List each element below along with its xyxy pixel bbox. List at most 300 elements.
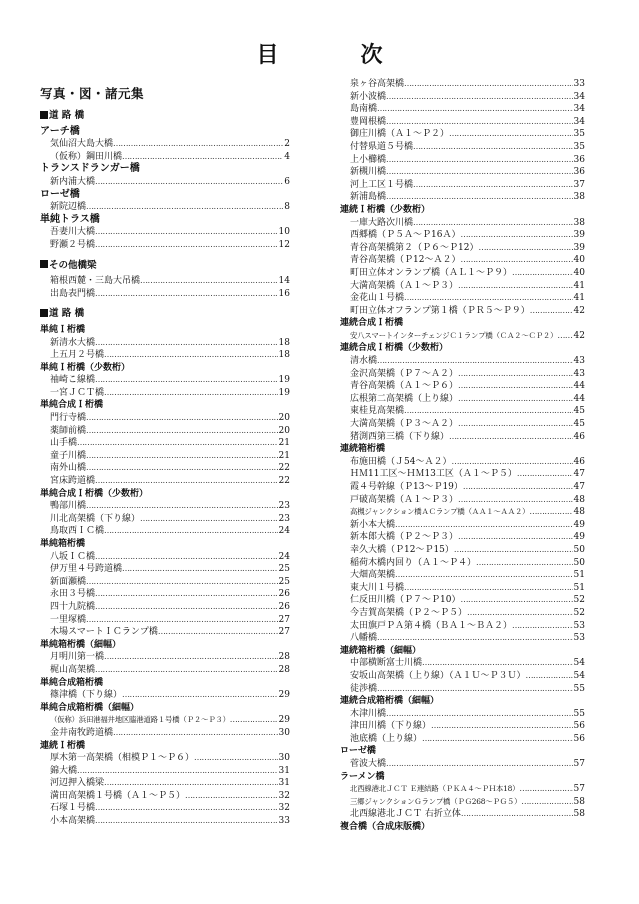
toc-page-number: 54 <box>573 658 585 669</box>
toc-entry[interactable] <box>340 607 585 620</box>
toc-page-number: 38 <box>573 192 585 203</box>
dot-leader <box>113 138 283 151</box>
toc-entry[interactable] <box>340 128 585 141</box>
toc-entry-title: 新院辺橋 <box>50 202 87 213</box>
toc-entry-title: 満田高架橋１号橋（Ａ１～Ｐ５） <box>50 790 186 801</box>
toc-category-heading: 連続Ｉ桁橋（少数桁） <box>340 204 431 215</box>
toc-entry[interactable] <box>40 815 290 828</box>
toc-entry[interactable] <box>40 387 290 400</box>
dot-leader <box>460 594 572 607</box>
toc-entry[interactable] <box>340 557 585 570</box>
toc-entry[interactable] <box>340 544 585 557</box>
toc-entry[interactable] <box>40 239 290 252</box>
toc-entry[interactable] <box>40 288 290 301</box>
toc-entry[interactable] <box>40 475 290 488</box>
toc-page-number: 44 <box>573 381 585 392</box>
toc-entry-title: 付替県道５号橋 <box>350 141 414 152</box>
toc-entry-title: 一里塚橋 <box>50 614 87 625</box>
dot-leader <box>431 720 573 733</box>
toc-entry[interactable] <box>340 280 585 293</box>
toc-category-heading: 連続箱桁橋 <box>340 444 386 455</box>
toc-page-number: 43 <box>573 368 585 379</box>
toc-entry[interactable] <box>40 752 290 765</box>
dot-leader <box>122 689 278 702</box>
toc-page-number: 37 <box>573 179 585 190</box>
dot-leader <box>557 330 572 343</box>
toc-entry-title: 仁反田川橋（Ｐ７～Ｐ10） <box>350 595 461 606</box>
toc-entry[interactable] <box>340 330 585 343</box>
toc-entry[interactable] <box>340 91 585 104</box>
toc-page-number: 22 <box>278 476 290 487</box>
toc-entry-title: 大満高架橋（Ｐ３～Ａ２） <box>350 419 459 430</box>
dot-leader <box>86 614 278 627</box>
toc-category-heading: 単純箱桁橋（細幅） <box>40 639 122 650</box>
toc-page-number: 56 <box>573 721 585 732</box>
toc-entry-title: 錦大橋 <box>50 765 78 776</box>
dot-leader <box>377 355 573 368</box>
dot-leader <box>122 151 283 164</box>
toc-category-heading: 連続合成Ｉ桁橋 <box>340 318 404 329</box>
dot-leader <box>95 337 278 350</box>
toc-page-number: 44 <box>573 393 585 404</box>
dot-leader <box>386 154 573 167</box>
toc-page-number: 28 <box>278 652 290 663</box>
toc-page-number: 38 <box>573 217 585 228</box>
toc-entry[interactable] <box>340 166 585 179</box>
toc-entry[interactable] <box>40 349 290 362</box>
toc-page-number: 21 <box>278 450 290 461</box>
dot-leader <box>458 393 573 406</box>
toc-page-number: 46 <box>573 456 585 467</box>
toc-entry[interactable] <box>40 525 290 538</box>
toc-entry[interactable] <box>340 405 585 418</box>
toc-entry[interactable] <box>340 796 585 809</box>
toc-entry[interactable] <box>340 481 585 494</box>
dot-leader <box>404 78 573 91</box>
toc-page-number: 27 <box>278 627 290 638</box>
toc-entry-title: 安坂山高架橋（上り線）（Ａ１Ｕ～Ｐ３Ｕ） <box>350 670 526 681</box>
dot-leader <box>460 254 572 267</box>
dot-leader <box>95 288 278 301</box>
toc-entry-title: 河上工区１号橋 <box>350 179 414 190</box>
toc-entry[interactable] <box>40 802 290 815</box>
toc-page-number: 23 <box>278 513 290 524</box>
toc-entry[interactable] <box>340 531 585 544</box>
dot-leader <box>395 519 573 532</box>
toc-page-number: 47 <box>573 469 585 480</box>
toc-entry[interactable] <box>340 179 585 192</box>
toc-entry[interactable] <box>340 103 585 116</box>
dot-leader <box>194 752 278 765</box>
toc-entry[interactable] <box>40 462 290 475</box>
dot-leader <box>422 657 573 670</box>
toc-entry[interactable] <box>40 588 290 601</box>
dot-leader <box>463 481 573 494</box>
square-bullet-icon <box>40 111 48 119</box>
dot-leader <box>377 103 573 116</box>
section-heading: 写真・図・諸元集 <box>40 86 145 101</box>
toc-entry-title: 今吉賀高架橋（Ｐ２～Ｐ５） <box>350 607 468 618</box>
toc-entry[interactable] <box>340 141 585 154</box>
toc-entry[interactable] <box>340 418 585 431</box>
toc-entry-title: 青谷高架橋（Ｐ12～Ａ２） <box>350 255 461 266</box>
toc-right-column <box>340 78 585 834</box>
dot-leader <box>517 468 573 481</box>
toc-entry[interactable] <box>40 437 290 450</box>
dot-leader <box>86 425 278 438</box>
dot-leader <box>404 405 573 418</box>
toc-page-number: 56 <box>573 733 585 744</box>
toc-entry[interactable] <box>340 657 585 670</box>
dot-leader <box>386 166 573 179</box>
toc-page-number: 53 <box>573 620 585 631</box>
toc-entry-title: 鳥取西ＩＣ橋 <box>50 526 105 537</box>
page-title: 目 次 <box>256 42 413 68</box>
toc-page-number: 27 <box>278 614 290 625</box>
toc-entry[interactable] <box>340 494 585 507</box>
dot-leader <box>458 380 573 393</box>
toc-page-number: 57 <box>573 784 585 795</box>
toc-category-heading: 単純Ｉ桁橋（少数桁） <box>40 362 131 373</box>
toc-page-number: 45 <box>573 419 585 430</box>
toc-page-number: 48 <box>573 507 585 518</box>
dot-leader <box>451 456 572 469</box>
dot-leader <box>104 387 278 400</box>
dot-leader <box>458 418 573 431</box>
toc-page-number: 29 <box>278 715 290 726</box>
toc-entry-title: 広根第二高架橋（上り線） <box>350 393 459 404</box>
toc-page-number: 24 <box>278 526 290 537</box>
toc-page-number: 50 <box>573 557 585 568</box>
toc-page-number: 47 <box>573 482 585 492</box>
toc-entry[interactable] <box>40 425 290 438</box>
toc-entry-title: 豊岡根橋 <box>350 116 387 127</box>
toc-page-number: 25 <box>278 576 290 587</box>
toc-entry[interactable] <box>340 229 585 242</box>
toc-page-number: 26 <box>278 601 290 612</box>
toc-entry[interactable] <box>40 790 290 803</box>
toc-category-heading: 単純合成箱桁橋（細幅） <box>40 702 140 713</box>
toc-page-number: 41 <box>573 293 585 304</box>
toc-entry[interactable] <box>40 374 290 387</box>
dot-leader <box>458 531 573 544</box>
toc-page-number: 30 <box>278 727 290 738</box>
toc-entry-title: 篠津橋（下り線） <box>50 690 123 701</box>
toc-entry-title: 泉ヶ谷高架橋 <box>350 79 405 89</box>
toc-category-heading: トランスドランガー橋 <box>40 163 140 175</box>
toc-entry[interactable] <box>340 154 585 167</box>
toc-entry[interactable] <box>40 576 290 589</box>
toc-entry-title: 新小波橋 <box>350 91 387 102</box>
toc-page-number: 28 <box>278 664 290 675</box>
toc-entry[interactable] <box>340 506 585 519</box>
toc-entry-title: 島南橋 <box>350 104 378 115</box>
dot-leader <box>521 796 572 809</box>
toc-entry-title: 中部横断富士川橋 <box>350 658 423 669</box>
toc-entry-title: 河辺押入橋梁 <box>50 778 105 789</box>
toc-entry[interactable] <box>340 758 585 771</box>
toc-entry[interactable] <box>40 664 290 677</box>
toc-page-number: 43 <box>573 356 585 367</box>
toc-entry[interactable] <box>340 116 585 129</box>
toc-entry-title: 町田立体オンランプ橋（ＡＬ１～Ｐ９） <box>350 267 513 278</box>
toc-entry[interactable] <box>40 727 290 740</box>
toc-entry[interactable] <box>40 412 290 425</box>
toc-entry[interactable] <box>340 393 585 406</box>
toc-entry[interactable] <box>40 226 290 239</box>
dot-leader <box>95 588 278 601</box>
toc-entry[interactable] <box>40 337 290 350</box>
dot-leader <box>526 670 573 683</box>
toc-page-number: 45 <box>573 406 585 417</box>
dot-leader <box>140 513 278 526</box>
dot-leader <box>404 292 573 305</box>
toc-entry[interactable] <box>40 151 290 164</box>
toc-entry[interactable] <box>340 468 585 481</box>
toc-entry-title: 袖崎こ線橋 <box>50 375 96 386</box>
toc-page-number: 19 <box>278 375 290 386</box>
toc-entry-title: 菅波大橋 <box>350 759 387 770</box>
toc-group-heading <box>40 110 290 123</box>
toc-page-number: 33 <box>278 816 290 827</box>
toc-entry[interactable] <box>340 683 585 696</box>
toc-entry[interactable] <box>340 217 585 230</box>
toc-entry-title: 金井南牧跨道橋 <box>50 727 114 738</box>
toc-page-number: 25 <box>278 564 290 575</box>
dot-leader <box>478 242 572 255</box>
toc-entry[interactable] <box>40 176 290 189</box>
dot-leader <box>467 607 573 620</box>
toc-entry-title: 山手橋 <box>50 438 78 449</box>
toc-entry[interactable] <box>340 431 585 444</box>
dot-leader <box>386 191 573 204</box>
dot-leader <box>386 758 573 771</box>
toc-category-heading: 複合橋（合成床版橋） <box>340 822 431 833</box>
toc-page-number: 40 <box>573 267 585 278</box>
toc-entry-title: 鴨部川橋 <box>50 501 87 512</box>
toc-entry[interactable] <box>340 670 585 683</box>
square-bullet-icon <box>40 260 48 268</box>
dot-leader <box>122 563 278 576</box>
dot-leader <box>458 494 573 507</box>
toc-entry-title: 津田川橋（下り線） <box>350 721 432 732</box>
dot-leader <box>104 349 278 362</box>
toc-category-heading: 連続合成箱桁橋（細幅） <box>340 696 440 707</box>
toc-entry[interactable] <box>40 551 290 564</box>
dot-leader <box>95 815 278 828</box>
toc-page-number: 24 <box>278 551 290 562</box>
toc-entry[interactable] <box>340 632 585 645</box>
toc-entry-title: 石塚１号橋 <box>50 803 96 814</box>
toc-page-number: 51 <box>573 570 585 581</box>
toc-page-number: 31 <box>278 778 290 789</box>
toc-page-number: 50 <box>573 544 585 555</box>
toc-entry-title: 大満高架橋（Ａ１～Ｐ３） <box>350 280 459 291</box>
dot-leader <box>458 280 573 293</box>
toc-entry[interactable] <box>340 254 585 267</box>
toc-page-number: 14 <box>278 276 290 287</box>
toc-entry[interactable] <box>340 267 585 280</box>
toc-page-number: 33 <box>573 79 585 89</box>
toc-entry-title: 新小本大橋 <box>350 519 396 530</box>
toc-page-number: 21 <box>278 438 290 449</box>
dot-leader <box>185 790 278 803</box>
toc-page-number: 40 <box>573 255 585 266</box>
toc-page-number: 48 <box>573 494 585 505</box>
toc-entry-title: 東大川１号橋 <box>350 582 405 593</box>
toc-entry-title: （仮称）浜田港福井地区臨港道路１号橋（Ｐ２～Ｐ３） <box>50 715 230 725</box>
toc-page-number: 39 <box>573 242 585 253</box>
toc-page-number: 20 <box>278 413 290 424</box>
toc-category-heading: 単純合成Ｉ桁橋 <box>40 400 104 411</box>
dot-leader <box>77 437 278 450</box>
toc-page-number: 54 <box>573 670 585 681</box>
dot-leader <box>158 626 278 639</box>
toc-entry-title: 新面瀬橋 <box>50 576 87 587</box>
toc-entry[interactable] <box>340 456 585 469</box>
toc-page-number: 2 <box>284 139 290 150</box>
dot-leader <box>86 412 278 425</box>
toc-entry[interactable] <box>40 651 290 664</box>
toc-entry-title: 木場スマートＩＣランプ橋 <box>50 627 158 638</box>
toc-entry[interactable] <box>40 138 290 151</box>
toc-entry[interactable] <box>40 777 290 790</box>
toc-page-number: 12 <box>278 239 290 250</box>
toc-entry[interactable] <box>340 708 585 721</box>
toc-entry-title: 薬師前橋 <box>50 425 87 436</box>
toc-category-heading: 単純合成Ｉ桁橋（少数桁） <box>40 488 149 499</box>
dot-leader <box>458 368 573 381</box>
dot-leader <box>230 714 278 727</box>
dot-leader <box>413 217 573 230</box>
toc-entry[interactable] <box>340 191 585 204</box>
toc-entry[interactable] <box>40 765 290 778</box>
dot-leader <box>377 683 573 696</box>
toc-page-number: 35 <box>573 129 585 140</box>
spacer <box>40 252 290 260</box>
toc-entry[interactable] <box>340 582 585 595</box>
toc-entry[interactable] <box>40 500 290 513</box>
toc-entry-title: 御庄川橋（Ａ１～Ｐ２） <box>350 129 450 140</box>
dot-leader <box>395 569 573 582</box>
dot-leader <box>140 275 278 288</box>
toc-page-number: 53 <box>573 633 585 644</box>
toc-page-number: 55 <box>573 708 585 719</box>
toc-category-heading: アーチ橋 <box>40 125 80 137</box>
toc-entry[interactable] <box>340 594 585 607</box>
toc-entry[interactable] <box>340 242 585 255</box>
group-heading-text: 道 路 橋 <box>49 308 85 320</box>
toc-category-heading: 単純トラス橋 <box>40 213 100 225</box>
toc-entry-title: ＨＭ11工区～ＨＭ13工区（Ａ１～Ｐ５） <box>350 469 517 480</box>
toc-entry-title: 一庫大路次川橋 <box>350 217 414 228</box>
toc-entry-title: 高槻ジャンクション橋ＡＣランプ橋（ＡＡ１～ＡＡ２） <box>350 507 530 517</box>
toc-entry[interactable] <box>340 783 585 796</box>
dot-leader <box>86 462 278 475</box>
dot-leader <box>104 651 278 664</box>
toc-entry-title: 大畑高架橋 <box>350 570 396 581</box>
toc-page-number: 18 <box>278 337 290 348</box>
toc-entry-title: 幸久大橋（Ｐ12～Ｐ15） <box>350 544 454 555</box>
toc-entry[interactable] <box>340 519 585 532</box>
toc-entry-title: 金花山１号橋 <box>350 293 405 304</box>
toc-entry[interactable] <box>40 614 290 627</box>
dot-leader <box>530 305 573 318</box>
toc-entry[interactable] <box>340 808 585 821</box>
toc-entry-title: 上五月２号橋 <box>50 350 105 361</box>
toc-entry-title: 永田３号橋 <box>50 589 96 600</box>
toc-entry[interactable] <box>40 201 290 214</box>
toc-entry[interactable] <box>340 355 585 368</box>
toc-entry[interactable] <box>40 513 290 526</box>
toc-entry[interactable] <box>40 275 290 288</box>
toc-entry-title: 一宮ＪＣＴ橋 <box>50 387 105 398</box>
toc-page-number: 31 <box>278 765 290 776</box>
toc-page-number: 36 <box>573 154 585 165</box>
toc-entry-title: 新浦島橋 <box>350 192 387 203</box>
toc-entry[interactable] <box>40 689 290 702</box>
toc-entry-title: 青谷高架橋第２（Ｐ６～Ｐ12） <box>350 242 479 253</box>
toc-entry-title: 小本高架橋 <box>50 816 96 827</box>
toc-entry-title: 霞４号幹線（Ｐ13～Ｐ19） <box>350 482 463 492</box>
toc-entry[interactable] <box>40 714 290 727</box>
toc-entry[interactable] <box>340 720 585 733</box>
toc-group-heading <box>40 308 290 321</box>
toc-entry-title: 太田旗戸ＰＡ第４橋（ＢＡ１～ＢＡ２） <box>350 620 513 631</box>
dot-leader <box>86 576 278 589</box>
toc-entry[interactable] <box>340 292 585 305</box>
dot-leader <box>95 551 278 564</box>
toc-entry-title: 吾妻川大橋 <box>50 227 96 238</box>
toc-page-number: 39 <box>573 230 585 241</box>
toc-entry-title: 四十九院橋 <box>50 601 96 612</box>
toc-entry-title: 清水橋 <box>350 356 378 367</box>
toc-page-number: 36 <box>573 167 585 178</box>
dot-leader <box>413 141 573 154</box>
dot-leader <box>95 226 278 239</box>
toc-entry[interactable] <box>340 620 585 633</box>
toc-entry[interactable] <box>40 563 290 576</box>
toc-entry-title: 新槻川橋 <box>350 167 387 178</box>
toc-entry[interactable] <box>340 569 585 582</box>
toc-page-number: 58 <box>573 796 585 807</box>
toc-page-number: 34 <box>573 104 585 115</box>
toc-page-number: 42 <box>573 305 585 316</box>
toc-page-number: 6 <box>284 176 290 187</box>
toc-entry-title: 安八スマートインターチェンジＣ１ランプ橋（ＣＡ２～ＣＰ２） <box>350 330 558 340</box>
dot-leader <box>512 620 573 633</box>
toc-entry-title: 梶山高架橋 <box>50 664 96 675</box>
toc-page-number: 35 <box>573 141 585 152</box>
dot-leader <box>476 557 573 570</box>
toc-entry[interactable] <box>340 368 585 381</box>
dot-leader <box>512 267 573 280</box>
toc-entry[interactable] <box>340 305 585 318</box>
toc-entry-title: 町田立体オフランプ第１橋（ＰＲ５～Ｐ９） <box>350 305 530 316</box>
toc-entry[interactable] <box>40 626 290 639</box>
toc-entry[interactable] <box>340 380 585 393</box>
toc-entry[interactable] <box>340 78 585 91</box>
toc-entry[interactable] <box>40 450 290 463</box>
toc-entry[interactable] <box>340 733 585 746</box>
toc-entry-title: 新清水大橋 <box>50 337 96 348</box>
dot-leader <box>386 116 573 129</box>
toc-entry[interactable] <box>40 601 290 614</box>
toc-category-heading: ラーメン橋 <box>340 771 385 782</box>
toc-page-number: 42 <box>573 330 585 341</box>
dot-leader <box>95 176 283 189</box>
toc-page-number: 55 <box>573 683 585 694</box>
